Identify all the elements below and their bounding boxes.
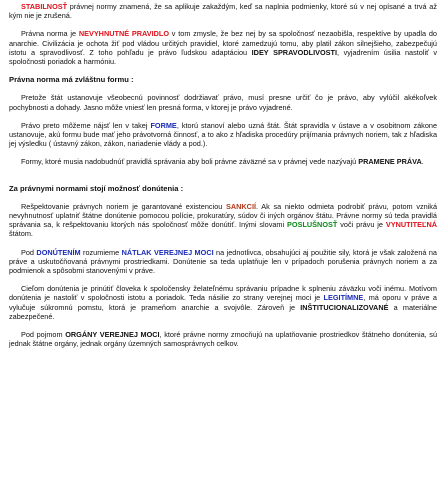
paragraph-enforcement-3: Cieľom donútenia je prinútiť človeka k spoločensky želateľnému správaniu prípadne k splneniu záväzku voči inému. Motívom donútenia je nastoliť v spoločnosti istotu a poriadok. Teda násilie zo strany verejnej moci je LEGITÍMNE, má oporu v práve a vylučuje súkromnú pomstu, ktorá je prameňom anarchie a svojvôle. Zároveň je INŠTITUCIONALIZOVANÉ a materiálne zabezpečené. bbox=[9, 284, 437, 321]
term-donutenim: DONÚTENÍM bbox=[36, 247, 81, 257]
paragraph-enforcement-1: Rešpektovanie právnych noriem je garantované existenciou SANKCIÍ. Ak sa niekto odmieta podrobiť právu, potom vzniká nevyhnutnosť uplatniť štátne donútenie pomocou polície, prokuratúry, súdov či iných orgánov štátu. Právne normy sú teda pravidlá správania sa, k rešpektovaniu ktorých nás spoločnosť môže donútiť. Inými slovami POSLUŠNOSŤ voči právu je VYNUTITEĽNÁ štátom. bbox=[9, 201, 437, 239]
term-organy-verejnej-moci: ORGÁNY VEREJNEJ MOCI bbox=[65, 330, 160, 340]
paragraph-stability: STABILNOSŤ právnej normy znamená, že sa aplikuje zakaždým, keď sa naplnia podmienky, ktoré sú v nej opísané a trvá až kým nie je zrušená. bbox=[9, 2, 437, 21]
paragraph-form-2: Právo preto môžeme nájsť len v takej FORME, ktorú stanoví alebo uzná štát. Štát spravidla v ústave a v osobitnom zákone ustanovuje, akú formu bude mať jeho právotvorná činnosť, a to ako z hľadiska procedúry prijímania právnych noriem, tak z hľadiska jej výsledku ( ústavný zákon, zákon, nariadenie vlády a pod.). bbox=[9, 120, 437, 149]
term-poslusnost: POSLUŠNOSŤ bbox=[287, 220, 338, 230]
term-sankcii: SANKCIÍ bbox=[226, 201, 256, 211]
paragraph-enforcement-4: Pod pojmom ORGÁNY VEREJNEJ MOCI, ktoré právne normy zmocňujú na uplatňovanie prostriedkov štátneho donútenia, sú jednak štátne orgány, jednak orgány územných samosprávnych celkov. bbox=[9, 330, 437, 349]
term-legitimne: LEGITÍMNE bbox=[323, 293, 364, 303]
term-stabilnost: STABILNOSŤ bbox=[21, 2, 68, 11]
paragraph-enforcement-2: Pod DONÚTENÍM rozumieme NÁTLAK VEREJNEJ MOCI na jednotlivca, obsahujúci aj použitie sily, ktorá je však založená na práve a uskutočňovaná právnymi prostriedkami. Donútenie sa teda uplatňuje len v prípadoch porušenia právnych noriem a za podmienok a spôsobmi stanovenými v práve. bbox=[9, 247, 437, 276]
term-idey-spravodlivosti: IDEY SPRAVODLIVOSTI bbox=[251, 47, 338, 57]
term-natlak-verejnej-moci: NÁTLAK VEREJNEJ MOCI bbox=[121, 247, 214, 257]
term-nevyhnutne-pravidlo: NEVYHNUTNÉ PRAVIDLO bbox=[78, 29, 170, 39]
paragraph-form-3: Formy, ktoré musia nadobudnúť pravidlá správania aby boli právne záväzné sa v právnej vede nazývajú PRAMENE PRÁVA. bbox=[21, 157, 424, 167]
term-vynutitelna: VYNUTITEĽNÁ bbox=[385, 220, 437, 230]
paragraph-necessary-rule: Právna norma je NEVYHNUTNÉ PRAVIDLO v tom zmysle, že bez nej by sa spoločnosť nezaobišla, respektíve by upadla do anarchie. Civilizácia je ochota žiť pod vládou určitých pravidiel, ktoré zamedzujú tomu, aby platil zákon silnejšieho, zabezpečujú istotu a spravodlivosť. Z toho pohľadu je právo ľudskou adaptáciou IDEY SPRAVODLIVOSTI, vyjadrením úsilia nastoliť v spoločnosti poriadok a harmóniu. bbox=[9, 29, 437, 67]
term-institucionalizovane: INŠTITUCIONALIZOVANÉ bbox=[300, 302, 389, 312]
term-forme: FORME bbox=[150, 120, 177, 130]
heading-special-form: Právna norma má zvláštnu formu : bbox=[9, 75, 134, 85]
paragraph-form-1: Pretože štát ustanovuje všeobecnú povinnosť dodržiavať právo, musí presne určiť čo je právo, aby vylúčil akékoľvek pochybnosti a dohady. Jasno môže vniesť len presná forma, v ktorej je právo vyjadrené. bbox=[9, 93, 437, 112]
term-pramene-prava: PRAMENE PRÁVA bbox=[358, 157, 422, 167]
heading-enforcement: Za právnymi normami stojí možnosť donútenia : bbox=[9, 183, 184, 193]
